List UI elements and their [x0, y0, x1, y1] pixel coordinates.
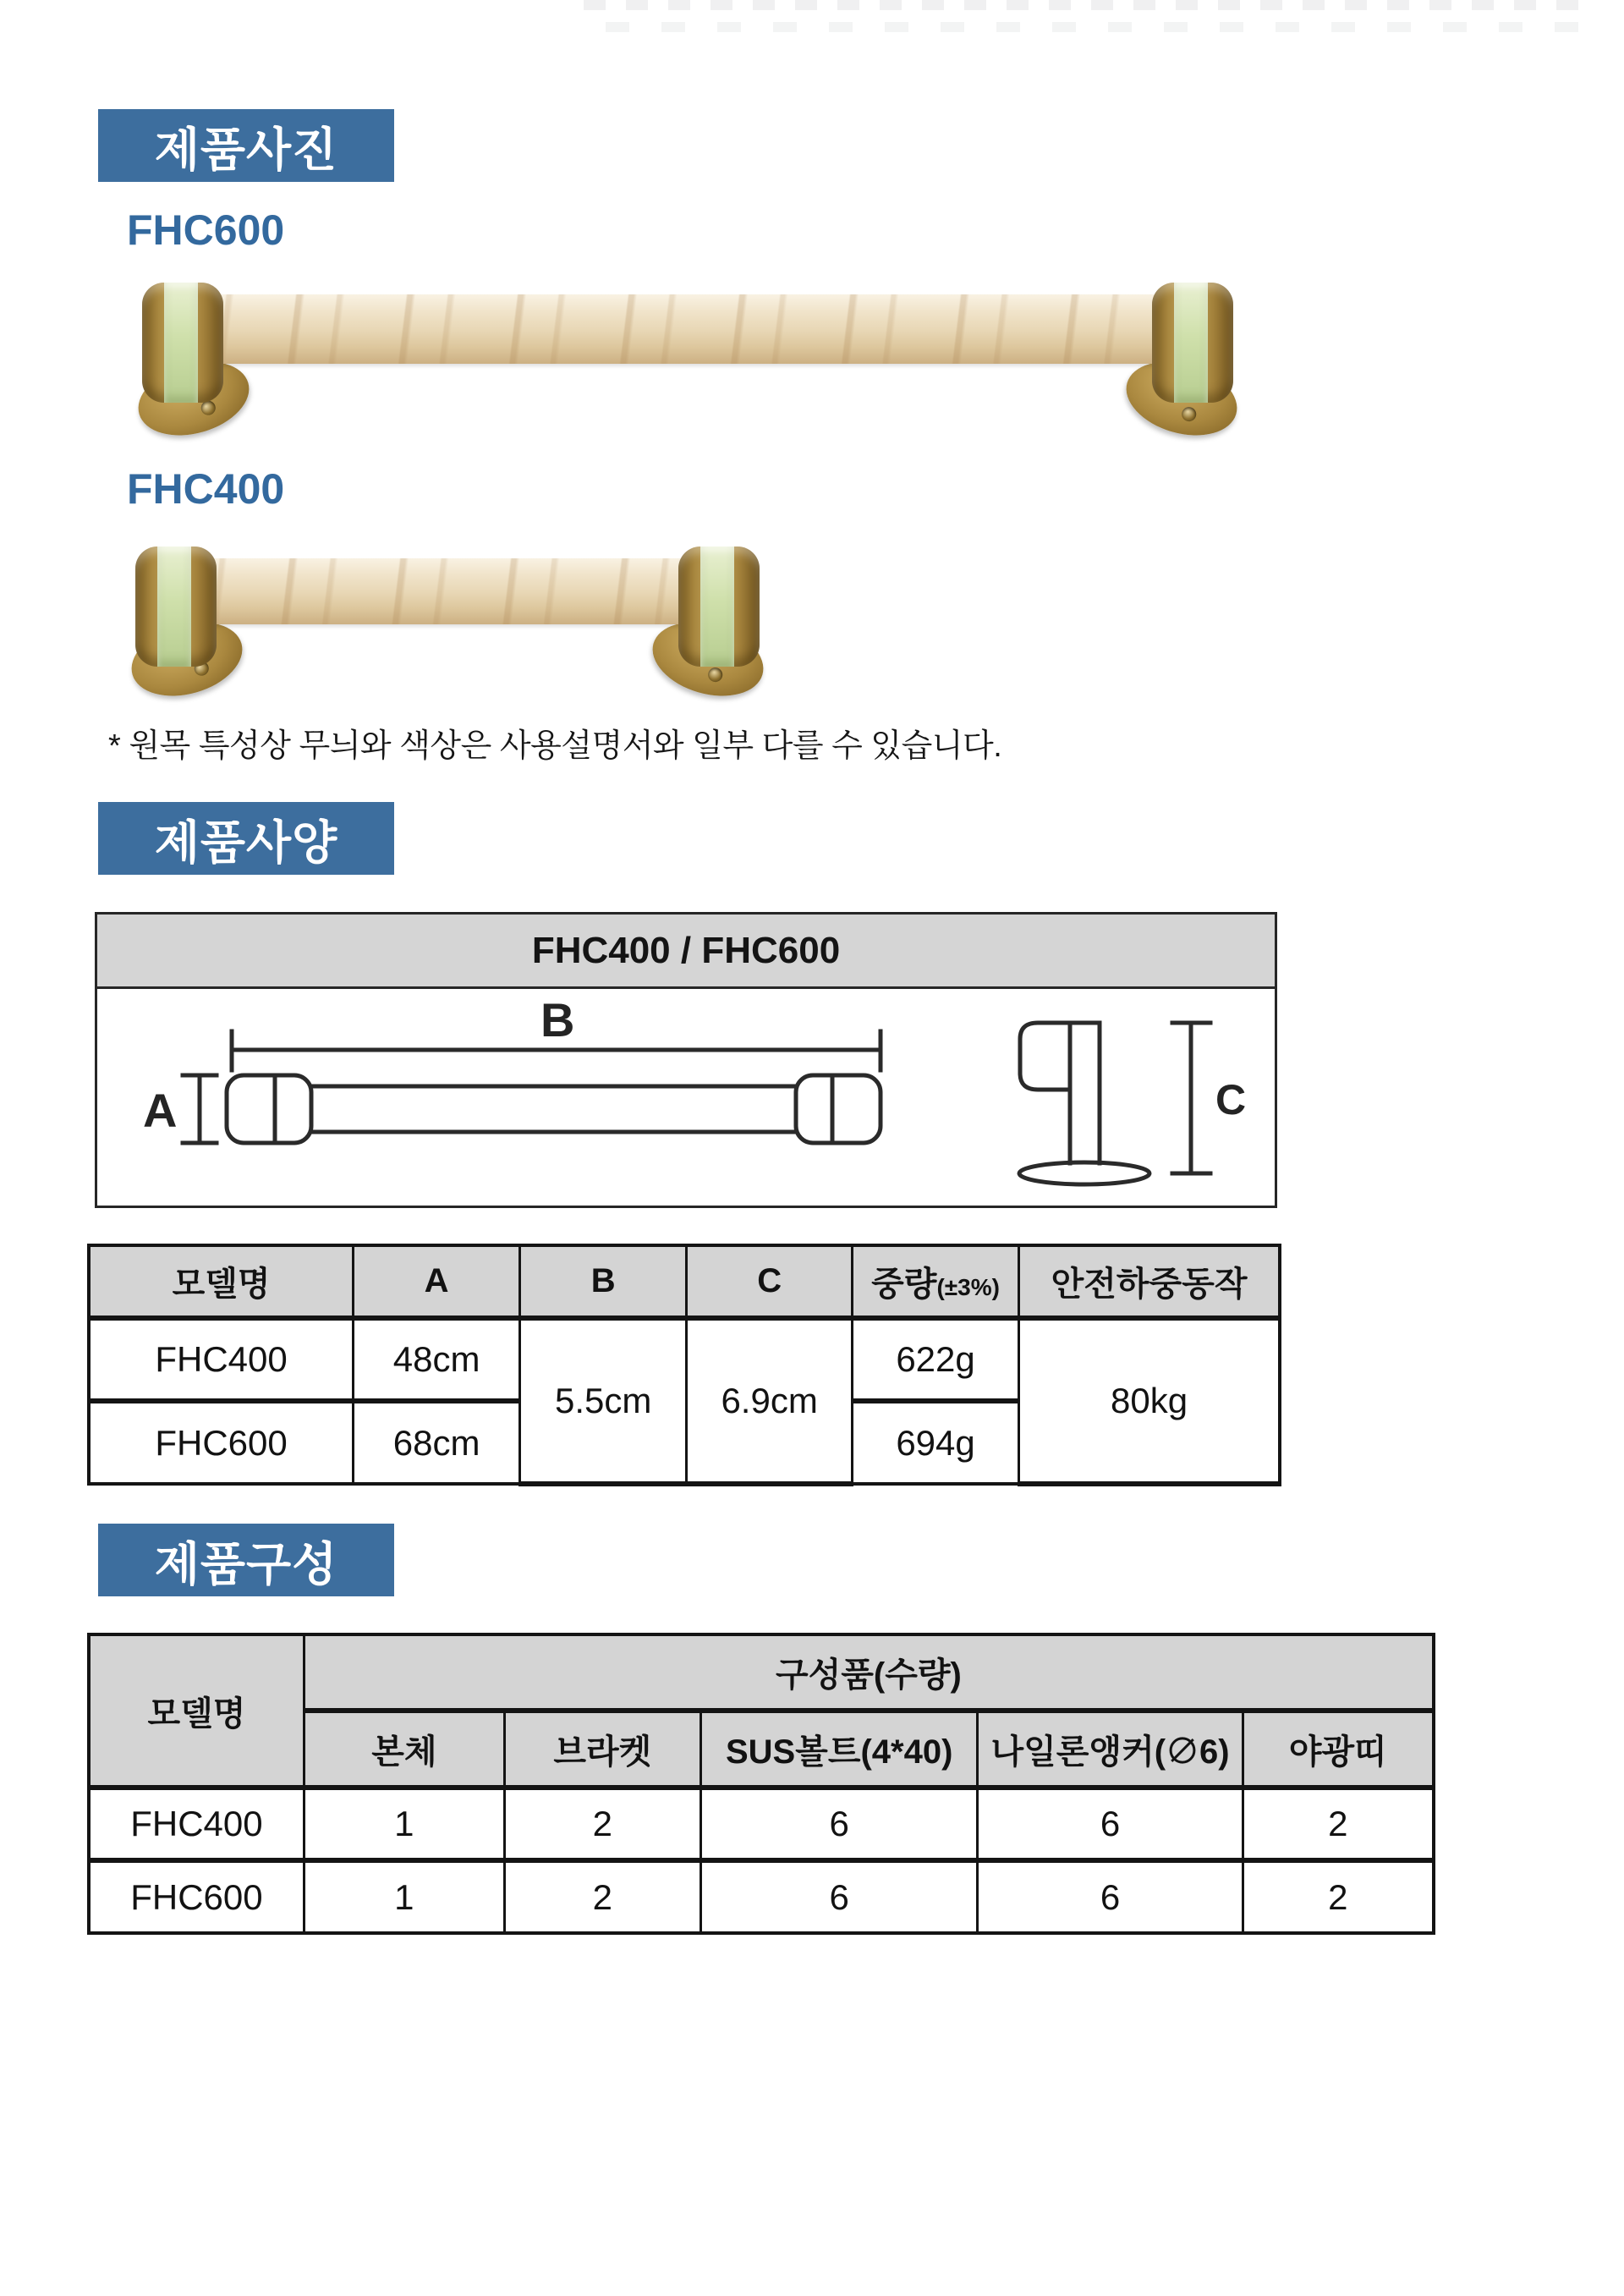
spec-table — [87, 1244, 1281, 1486]
components-header-body: 본체 — [304, 1711, 504, 1788]
dimension-diagram-box — [95, 912, 1277, 1208]
spec-model-cell: FHC400 — [89, 1318, 354, 1401]
components-header-model: 모델명 — [89, 1634, 304, 1788]
spec-header-model: 모델명 — [89, 1245, 354, 1318]
diagram-title: FHC400 / FHC600 — [97, 915, 1275, 989]
section-header-product-specs — [98, 802, 394, 875]
components-header-bracket: 브라켓 — [504, 1711, 700, 1788]
dim-label-b: B — [540, 993, 575, 1046]
wood-bar — [154, 294, 1221, 364]
components-qty-cell: 6 — [700, 1860, 978, 1933]
components-table — [87, 1633, 1435, 1935]
components-qty-cell: 6 — [700, 1788, 978, 1860]
spec-row-fhc400 — [89, 1318, 1280, 1401]
dim-label-a: A — [143, 1084, 178, 1137]
spec-safe-load-cell-merged: 80kg — [1019, 1318, 1280, 1484]
weight-tolerance-label: (±3%) — [936, 1274, 1000, 1300]
spec-header-c: C — [687, 1245, 853, 1318]
components-model-cell: FHC400 — [89, 1788, 304, 1860]
spec-header-b: B — [520, 1245, 687, 1318]
components-qty-cell: 6 — [978, 1788, 1243, 1860]
luminous-band — [1174, 283, 1208, 403]
components-qty-cell: 2 — [1243, 1788, 1434, 1860]
diagram-drawing — [97, 989, 1275, 1206]
spec-header-a: A — [354, 1245, 520, 1318]
components-qty-cell: 2 — [504, 1788, 700, 1860]
weight-label: 중량 — [871, 1266, 937, 1303]
spec-a-cell: 68cm — [354, 1401, 520, 1484]
bracket-collar — [135, 547, 217, 667]
components-header-group: 구성품(수량) — [304, 1634, 1434, 1711]
screw-hole — [707, 666, 725, 684]
section-header-label: 제품사진 — [154, 123, 338, 176]
components-header-luminous-band: 야광띠 — [1243, 1711, 1434, 1788]
spec-weight-cell: 622g — [852, 1318, 1018, 1401]
spec-b-cell-merged: 5.5cm — [520, 1318, 687, 1484]
model-label-fhc400: FHC400 — [127, 465, 285, 513]
spec-header-row — [89, 1245, 1280, 1318]
components-header-nylon-anchor: 나일론앵커(∅6) — [978, 1711, 1243, 1788]
product-photo-fhc600 — [134, 281, 1242, 435]
spec-header-weight — [852, 1245, 1018, 1318]
spec-header-safe-load: 안전하중동작 — [1019, 1245, 1280, 1318]
spec-model-cell: FHC600 — [89, 1401, 354, 1484]
components-qty-cell: 2 — [1243, 1860, 1434, 1933]
luminous-band — [157, 547, 191, 667]
components-qty-cell: 2 — [504, 1860, 700, 1933]
bracket-collar — [678, 547, 760, 667]
cropped-print-artifact — [584, 0, 1582, 34]
dim-label-c: C — [1215, 1076, 1247, 1123]
components-model-cell: FHC600 — [89, 1860, 304, 1933]
luminous-band — [164, 283, 198, 403]
spec-a-cell: 48cm — [354, 1318, 520, 1401]
section-header-product-photos — [98, 109, 394, 182]
components-header-sus-bolt: SUS볼트(4*40) — [700, 1711, 978, 1788]
spec-weight-cell: 694g — [852, 1401, 1018, 1484]
screw-hole — [1181, 405, 1199, 423]
section-header-label: 제품구성 — [154, 1537, 338, 1590]
components-row-fhc400 — [89, 1788, 1434, 1860]
components-group-header-row — [89, 1634, 1434, 1711]
components-qty-cell: 6 — [978, 1860, 1243, 1933]
bracket-collar — [142, 283, 223, 403]
section-header-label: 제품사양 — [154, 816, 338, 869]
components-row-fhc600 — [89, 1860, 1434, 1933]
spec-c-cell-merged: 6.9cm — [687, 1318, 853, 1484]
components-qty-cell: 1 — [304, 1860, 504, 1933]
luminous-band — [700, 547, 734, 667]
wood-disclaimer-note: * 원목 특성상 무늬와 색상은 사용설명서와 일부 다를 수 있습니다. — [108, 728, 1002, 764]
technical-drawing-svg — [97, 989, 1275, 1206]
bracket-collar — [1152, 283, 1233, 403]
section-header-product-components — [98, 1524, 394, 1596]
model-label-fhc600: FHC600 — [127, 206, 285, 254]
components-qty-cell: 1 — [304, 1788, 504, 1860]
wood-bar — [147, 558, 748, 624]
product-photo-fhc400 — [127, 541, 768, 695]
